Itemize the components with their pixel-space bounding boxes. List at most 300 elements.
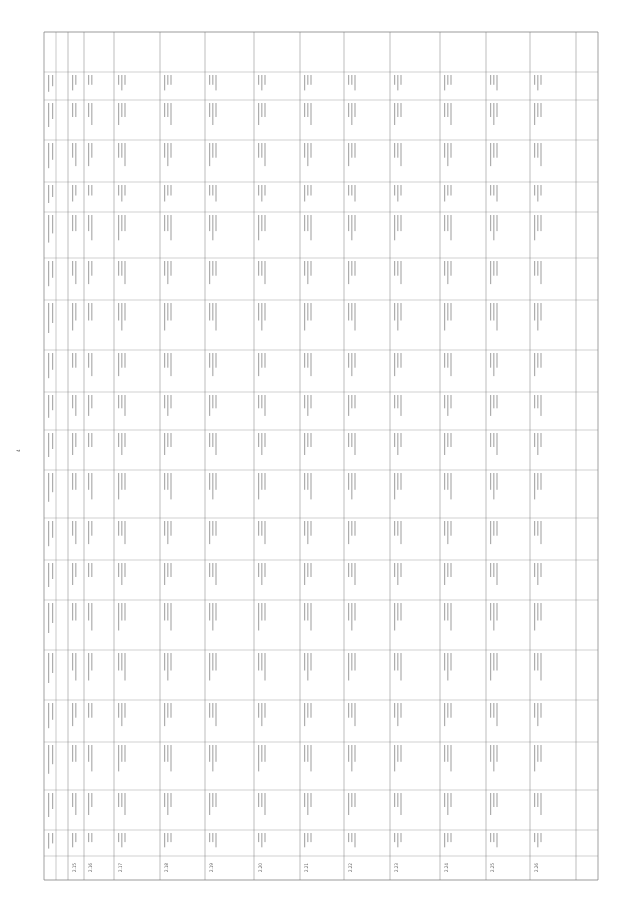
cell-text <box>540 603 541 621</box>
cell-text <box>540 215 541 231</box>
cell-text <box>215 75 216 90</box>
cell-text <box>354 833 355 847</box>
cell-text <box>124 703 125 718</box>
cell-text <box>167 521 168 544</box>
cell-text <box>444 473 445 490</box>
cell-text <box>348 473 349 490</box>
header-text <box>48 603 49 633</box>
cell-text <box>447 745 448 762</box>
cell-text <box>310 603 311 631</box>
cell-text <box>540 261 541 284</box>
cell-text <box>212 215 213 240</box>
cell-text <box>167 653 168 681</box>
header-text <box>48 793 49 817</box>
cell-text <box>121 703 122 726</box>
cell-text <box>215 703 216 726</box>
cell-text <box>121 143 122 158</box>
cell-text <box>264 103 265 117</box>
cell-text <box>121 563 122 585</box>
cell-text <box>397 745 398 762</box>
cell-text <box>450 745 451 771</box>
cell-text <box>75 261 76 284</box>
cell-text <box>307 143 308 166</box>
cell-text <box>164 103 165 117</box>
cell-text <box>304 563 305 585</box>
cell-text <box>167 833 168 842</box>
cell-text <box>75 143 76 166</box>
cell-text <box>397 653 398 671</box>
cell-text <box>400 703 401 718</box>
cell-text <box>118 395 119 408</box>
cell-text <box>170 653 171 671</box>
cell-text <box>170 103 171 125</box>
cell-text <box>351 303 352 321</box>
cell-text <box>88 303 89 321</box>
cell-text <box>450 75 451 85</box>
cell-text <box>304 395 305 408</box>
cell-text <box>397 563 398 585</box>
cell-text <box>354 521 355 536</box>
cell-text <box>261 833 262 847</box>
cell-text <box>215 395 216 408</box>
cell-text <box>540 833 541 842</box>
cell-text <box>534 833 535 842</box>
cell-text <box>447 473 448 490</box>
cell-text <box>354 653 355 671</box>
cell-text <box>209 261 210 284</box>
header-text <box>52 653 53 673</box>
cell-text <box>354 473 355 490</box>
cell-text <box>261 395 262 408</box>
cell-text <box>258 353 259 376</box>
cell-text <box>537 793 538 807</box>
cell-text <box>310 215 311 240</box>
cell-text <box>447 303 448 321</box>
cell-text <box>444 303 445 331</box>
cell-text <box>72 103 73 117</box>
cell-text <box>215 303 216 331</box>
cell-text <box>91 261 92 276</box>
cell-text <box>215 185 216 202</box>
cell-text <box>75 395 76 416</box>
cell-text <box>118 103 119 125</box>
cell-text <box>444 563 445 585</box>
cell-text <box>351 703 352 718</box>
cell-text <box>164 261 165 276</box>
cell-text <box>212 703 213 718</box>
cell-text <box>400 261 401 284</box>
cell-text <box>72 745 73 762</box>
cell-text <box>534 185 535 196</box>
cell-text <box>212 433 213 447</box>
cell-text <box>444 215 445 231</box>
cell-text <box>496 395 497 408</box>
header-text <box>48 261 49 286</box>
cell-text <box>75 473 76 490</box>
cell-text <box>91 473 92 499</box>
cell-text <box>540 653 541 681</box>
cell-text <box>170 703 171 718</box>
cell-text <box>447 103 448 117</box>
cell-text <box>348 261 349 284</box>
cell-text <box>310 395 311 408</box>
cell-text <box>537 703 538 726</box>
cell-text <box>124 563 125 577</box>
cell-text <box>400 215 401 231</box>
cell-text <box>496 75 497 90</box>
cell-text <box>307 833 308 842</box>
cell-text <box>444 395 445 408</box>
cell-text <box>351 103 352 125</box>
row-number: 2.17 <box>118 863 123 872</box>
cell-text <box>496 433 497 455</box>
cell-text <box>164 303 165 331</box>
cell-text <box>400 833 401 842</box>
cell-text <box>121 261 122 276</box>
header-text <box>52 473 53 492</box>
cell-text <box>354 261 355 276</box>
cell-text <box>490 185 491 196</box>
cell-text <box>348 703 349 718</box>
cell-text <box>394 603 395 631</box>
header-text <box>48 185 49 203</box>
cell-text <box>307 521 308 544</box>
cell-text <box>540 433 541 447</box>
cell-text <box>170 563 171 577</box>
cell-text <box>537 833 538 847</box>
cell-text <box>394 75 395 85</box>
cell-text <box>124 653 125 681</box>
cell-text <box>264 563 265 577</box>
cell-text <box>447 75 448 85</box>
cell-text <box>304 473 305 490</box>
cell-text <box>310 75 311 85</box>
cell-text <box>450 103 451 125</box>
cell-text <box>118 653 119 671</box>
cell-text <box>212 745 213 771</box>
row-number: 2.23 <box>394 863 399 872</box>
cell-text <box>264 433 265 447</box>
cell-text <box>170 793 171 807</box>
cell-text <box>310 521 311 536</box>
cell-text <box>258 215 259 240</box>
cell-text <box>493 185 494 196</box>
cell-text <box>351 833 352 842</box>
cell-text <box>209 653 210 681</box>
cell-text <box>72 473 73 490</box>
cell-text <box>310 473 311 499</box>
cell-text <box>493 353 494 376</box>
cell-text <box>400 521 401 544</box>
cell-text <box>400 563 401 577</box>
cell-text <box>307 353 308 368</box>
cell-text <box>400 75 401 85</box>
cell-text <box>118 433 119 447</box>
cell-text <box>124 521 125 544</box>
cell-text <box>167 563 168 577</box>
header-text <box>52 433 53 449</box>
cell-text <box>397 703 398 726</box>
cell-text <box>493 75 494 85</box>
cell-text <box>307 395 308 416</box>
cell-text <box>124 473 125 490</box>
cell-text <box>490 433 491 447</box>
cell-text <box>496 185 497 202</box>
cell-text <box>121 303 122 331</box>
cell-text <box>124 603 125 621</box>
header-text <box>52 395 53 410</box>
cell-text <box>88 353 89 368</box>
cell-text <box>310 433 311 447</box>
cell-text <box>447 215 448 231</box>
cell-text <box>534 215 535 240</box>
cell-text <box>72 563 73 585</box>
row-number: 2.19 <box>209 863 214 872</box>
cell-text <box>304 793 305 807</box>
cell-text <box>307 261 308 284</box>
cell-text <box>394 745 395 771</box>
row-number: 2.18 <box>164 863 169 872</box>
cell-text <box>124 185 125 196</box>
cell-text <box>212 303 213 321</box>
cell-text <box>400 603 401 621</box>
cell-text <box>394 653 395 671</box>
cell-text <box>534 303 535 321</box>
cell-text <box>354 303 355 331</box>
cell-text <box>88 473 89 490</box>
cell-text <box>397 103 398 117</box>
cell-text <box>258 143 259 158</box>
cell-text <box>212 521 213 536</box>
cell-text <box>307 215 308 231</box>
cell-text <box>493 833 494 842</box>
cell-text <box>212 353 213 376</box>
cell-text <box>351 395 352 408</box>
cell-text <box>540 395 541 416</box>
header-text <box>48 521 49 546</box>
cell-text <box>88 745 89 762</box>
cell-text <box>394 215 395 240</box>
header-text <box>48 703 49 728</box>
cell-text <box>394 261 395 276</box>
cell-text <box>354 603 355 621</box>
cell-text <box>496 303 497 331</box>
cell-text <box>121 433 122 455</box>
cell-text <box>261 653 262 671</box>
header-text <box>48 353 49 378</box>
cell-text <box>75 603 76 621</box>
cell-text <box>212 103 213 125</box>
cell-text <box>493 303 494 321</box>
cell-text <box>75 563 76 577</box>
row-number: 2.25 <box>490 863 495 872</box>
cell-text <box>307 473 308 490</box>
cell-text <box>307 603 308 621</box>
cell-text <box>540 473 541 490</box>
cell-text <box>88 75 89 85</box>
cell-text <box>121 103 122 117</box>
cell-text <box>348 395 349 416</box>
cell-text <box>490 703 491 718</box>
header-text <box>48 75 49 92</box>
cell-text <box>121 521 122 536</box>
cell-text <box>118 473 119 499</box>
cell-text <box>493 433 494 447</box>
cell-text <box>450 793 451 807</box>
cell-text <box>209 395 210 416</box>
cell-text <box>493 215 494 240</box>
cell-text <box>118 703 119 718</box>
cell-text <box>444 521 445 536</box>
cell-text <box>304 215 305 231</box>
cell-text <box>72 353 73 368</box>
cell-text <box>496 353 497 368</box>
cell-text <box>450 185 451 196</box>
cell-text <box>212 603 213 631</box>
cell-text <box>397 303 398 331</box>
header-text <box>48 143 49 168</box>
cell-text <box>310 185 311 196</box>
cell-text <box>124 433 125 447</box>
header-text <box>48 473 49 502</box>
cell-text <box>348 793 349 815</box>
cell-text <box>164 143 165 158</box>
cell-text <box>394 793 395 807</box>
cell-text <box>72 433 73 455</box>
cell-text <box>537 563 538 585</box>
cell-text <box>72 703 73 726</box>
cell-text <box>72 185 73 202</box>
cell-text <box>496 603 497 621</box>
cell-text <box>91 521 92 536</box>
cell-text <box>261 185 262 202</box>
cell-text <box>209 433 210 447</box>
cell-text <box>304 745 305 762</box>
cell-text <box>118 603 119 631</box>
cell-text <box>121 833 122 847</box>
cell-text <box>348 521 349 544</box>
cell-text <box>493 143 494 158</box>
cell-text <box>534 793 535 807</box>
cell-text <box>447 603 448 621</box>
cell-text <box>75 653 76 681</box>
cell-text <box>164 793 165 807</box>
cell-text <box>215 603 216 621</box>
cell-text <box>264 303 265 321</box>
header-text <box>48 745 49 774</box>
cell-text <box>310 745 311 771</box>
cell-text <box>450 833 451 842</box>
cell-text <box>351 353 352 376</box>
cell-text <box>258 703 259 718</box>
cell-text <box>88 261 89 284</box>
cell-text <box>170 303 171 321</box>
cell-text <box>88 563 89 577</box>
cell-text <box>304 653 305 671</box>
cell-text <box>212 793 213 807</box>
cell-text <box>534 703 535 718</box>
cell-text <box>534 653 535 671</box>
cell-text <box>124 745 125 762</box>
cell-text <box>304 603 305 621</box>
cell-text <box>400 433 401 447</box>
header-text <box>48 433 49 457</box>
cell-text <box>450 353 451 376</box>
cell-text <box>496 521 497 536</box>
cell-text <box>167 703 168 718</box>
cell-text <box>354 395 355 408</box>
cell-text <box>351 261 352 276</box>
header-text <box>52 793 53 809</box>
cell-text <box>167 75 168 85</box>
cell-text <box>354 75 355 90</box>
cell-text <box>304 261 305 276</box>
cell-text <box>212 563 213 577</box>
cell-text <box>354 185 355 202</box>
cell-text <box>72 215 73 231</box>
cell-text <box>444 833 445 847</box>
cell-text <box>354 215 355 231</box>
cell-text <box>164 185 165 202</box>
cell-text <box>209 103 210 117</box>
cell-text <box>88 185 89 196</box>
cell-text <box>264 353 265 368</box>
cell-text <box>170 833 171 842</box>
header-text <box>52 521 53 538</box>
cell-text <box>264 185 265 196</box>
cell-text <box>493 103 494 125</box>
cell-text <box>348 143 349 166</box>
cell-text <box>88 215 89 231</box>
cell-text <box>215 745 216 762</box>
cell-text <box>348 215 349 231</box>
cell-text <box>450 395 451 408</box>
cell-text <box>209 833 210 842</box>
cell-text <box>351 793 352 807</box>
cell-text <box>75 703 76 718</box>
cell-text <box>397 185 398 202</box>
cell-text <box>447 433 448 447</box>
cell-text <box>258 75 259 85</box>
cell-text <box>490 395 491 416</box>
cell-text <box>118 521 119 536</box>
cell-text <box>75 75 76 85</box>
cell-text <box>394 473 395 499</box>
cell-text <box>490 653 491 681</box>
cell-text <box>91 185 92 196</box>
cell-text <box>447 353 448 368</box>
cell-text <box>307 653 308 681</box>
cell-text <box>307 563 308 577</box>
cell-text <box>537 395 538 408</box>
cell-text <box>496 833 497 847</box>
cell-text <box>91 103 92 125</box>
cell-text <box>75 745 76 762</box>
cell-text <box>490 143 491 166</box>
cell-text <box>91 703 92 718</box>
cell-text <box>261 745 262 762</box>
cell-text <box>75 185 76 196</box>
cell-text <box>450 563 451 577</box>
cell-text <box>354 433 355 455</box>
header-text <box>48 563 49 587</box>
cell-text <box>209 521 210 544</box>
cell-text <box>394 353 395 376</box>
cell-text <box>304 353 305 368</box>
cell-text <box>75 215 76 231</box>
cell-text <box>493 745 494 771</box>
cell-text <box>258 433 259 447</box>
